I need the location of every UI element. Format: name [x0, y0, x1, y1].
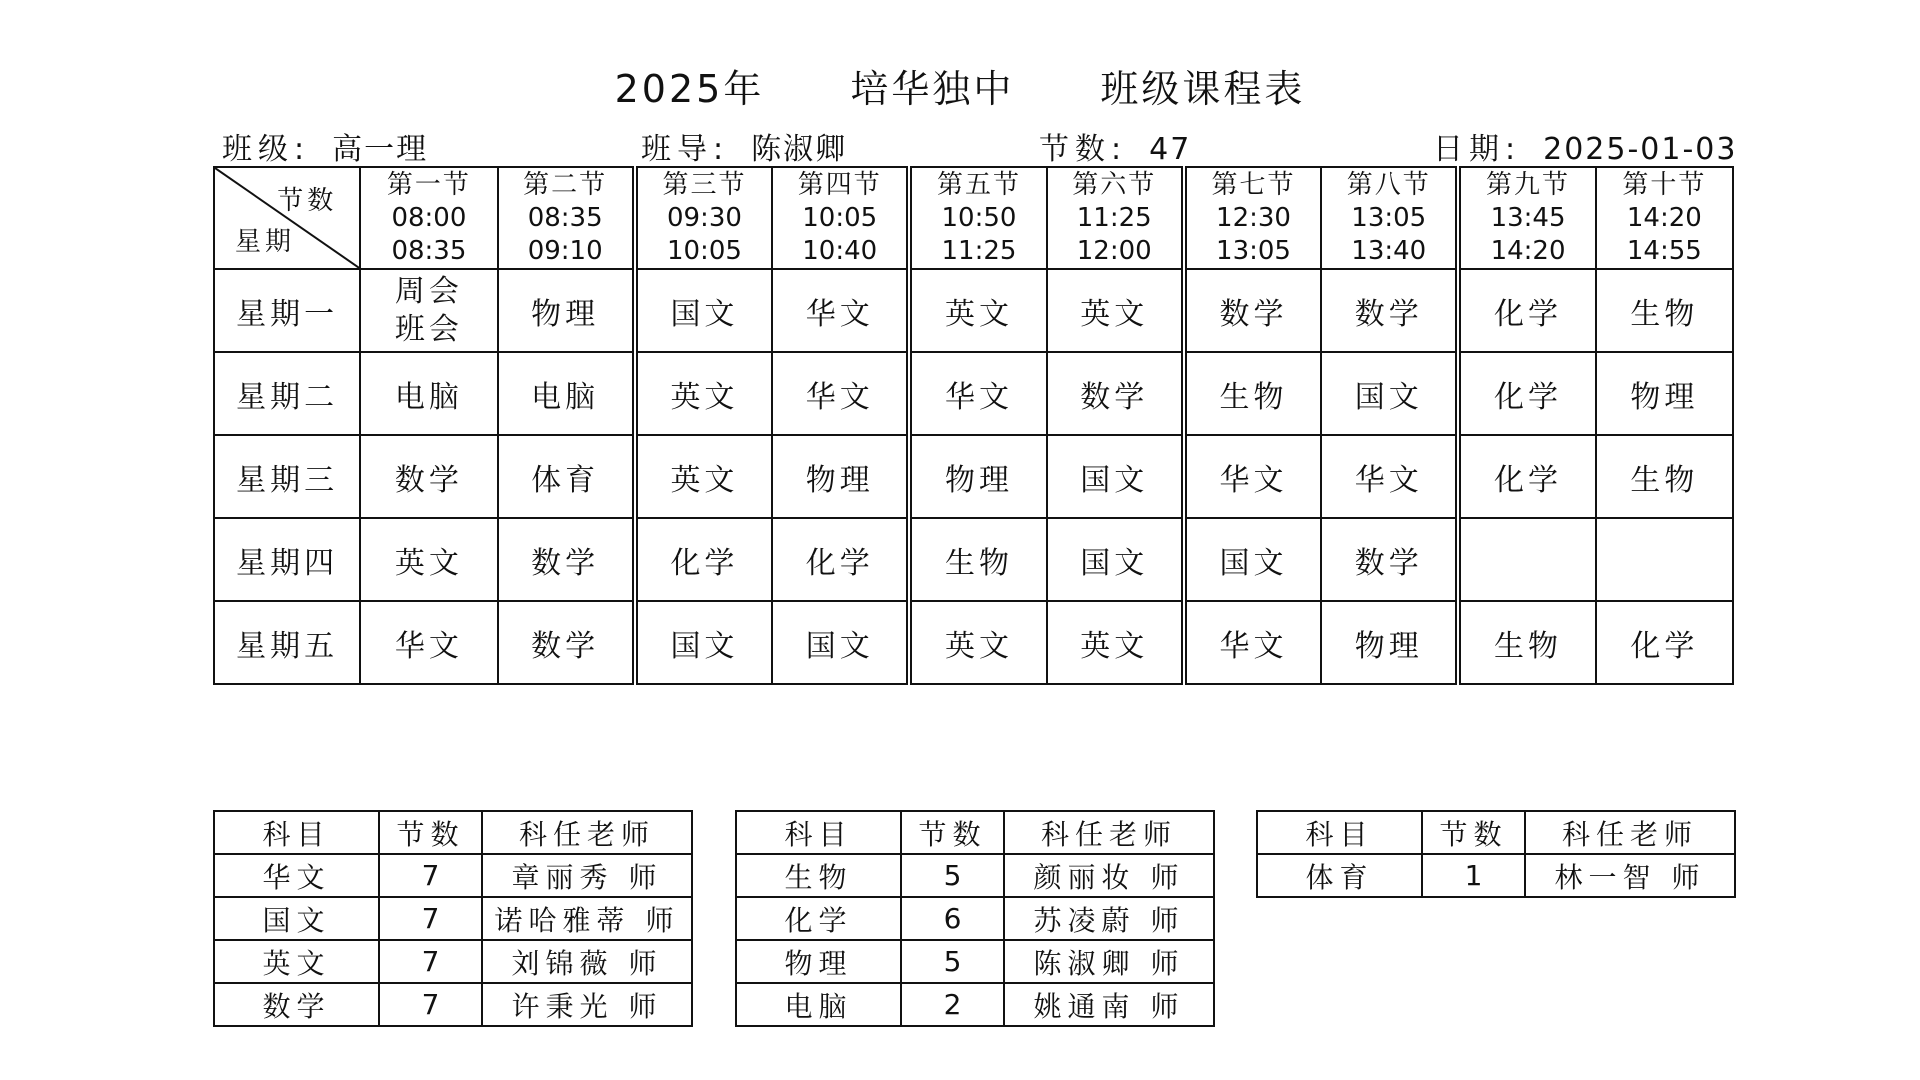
subject-cell: 英文 [909, 269, 1046, 352]
subject-cell: 电脑 [360, 352, 497, 435]
teacher-table-row [736, 854, 1214, 897]
period-start-time: 13:45 [1490, 202, 1566, 233]
subject-cell: 体育 [498, 435, 635, 518]
subject-cell: 物理 [1321, 601, 1458, 684]
subject-cell [1458, 518, 1595, 601]
subject-name: 化学 [736, 897, 901, 940]
schedule-table [213, 166, 1734, 685]
teacher-table-2 [735, 810, 1215, 1027]
period-end-time: 14:55 [1626, 235, 1702, 266]
date-label: 日期: [1433, 132, 1522, 167]
subject-cell: 英文 [635, 435, 772, 518]
day-name-cell: 星期四 [214, 518, 360, 601]
schedule-day-row [214, 435, 1733, 518]
period-name: 第六节 [1072, 169, 1157, 200]
subject-cell: 化学 [1458, 352, 1595, 435]
subject-cell: 生物 [909, 518, 1046, 601]
class-label: 班级: [222, 132, 311, 167]
subject-name: 体育 [1257, 854, 1422, 897]
teacher-table-header: 科任老师 [482, 811, 692, 854]
period-count: 6 [901, 897, 1004, 940]
subject-cell: 数学 [360, 435, 497, 518]
teacher-table-row [736, 940, 1214, 983]
period-name: 第四节 [797, 169, 882, 200]
subject-cell: 数学 [1047, 352, 1184, 435]
teacher-table-1 [213, 810, 693, 1027]
subject-cell [1596, 518, 1733, 601]
period-header-cell [498, 167, 635, 269]
period-header-cell [1596, 167, 1733, 269]
period-start-time: 08:35 [527, 202, 603, 233]
period-end-time: 13:05 [1216, 235, 1291, 266]
subject-cell: 国文 [772, 601, 909, 684]
period-name: 第八节 [1346, 169, 1431, 200]
subject-cell: 英文 [360, 518, 497, 601]
page-title [0, 58, 1920, 113]
period-start-time: 13:05 [1351, 202, 1427, 233]
homeroom-teacher-label: 班导: [641, 132, 730, 167]
teacher-name: 诺哈雅蒂 师 [482, 897, 692, 940]
period-count-label: 节数: [1039, 132, 1128, 167]
period-start-time: 09:30 [666, 202, 742, 233]
subject-name: 物理 [736, 940, 901, 983]
schedule-day-row [214, 352, 1733, 435]
subject-cell: 物理 [772, 435, 909, 518]
period-end-time: 13:40 [1351, 235, 1427, 266]
period-count: 2 [901, 983, 1004, 1026]
period-name: 第十节 [1622, 169, 1707, 200]
teacher-table-header: 节数 [901, 811, 1004, 854]
period-header-cell [1458, 167, 1595, 269]
teacher-table-header: 科目 [736, 811, 901, 854]
subject-cell: 化学 [772, 518, 909, 601]
subject-cell: 生物 [1596, 435, 1733, 518]
subject-cell: 英文 [635, 352, 772, 435]
subject-cell: 英文 [909, 601, 1046, 684]
subject-name: 电脑 [736, 983, 901, 1026]
teacher-table-row [1257, 854, 1735, 897]
subject-name: 数学 [214, 983, 379, 1026]
subject-cell: 电脑 [498, 352, 635, 435]
subject-cell: 化学 [1458, 435, 1595, 518]
teacher-table-header: 科任老师 [1004, 811, 1214, 854]
subject-cell: 物理 [1596, 352, 1733, 435]
period-name: 第二节 [523, 169, 608, 200]
title-year: 2025年 [614, 67, 765, 111]
corner-day-label: 星期 [235, 227, 296, 257]
subject-cell: 物理 [498, 269, 635, 352]
subject-cell: 化学 [1458, 269, 1595, 352]
period-name: 第七节 [1211, 169, 1296, 200]
teacher-table-header-row [736, 811, 1214, 854]
period-header-cell [360, 167, 497, 269]
teacher-name: 苏凌蔚 师 [1004, 897, 1214, 940]
class-value: 高一理 [332, 132, 429, 167]
subject-cell: 华文 [1184, 601, 1321, 684]
period-count: 7 [379, 854, 482, 897]
subject-cell: 华文 [772, 269, 909, 352]
teacher-name: 刘锦薇 师 [482, 940, 692, 983]
teacher-table-header: 科目 [1257, 811, 1422, 854]
subject-cell: 国文 [635, 269, 772, 352]
day-name-cell: 星期五 [214, 601, 360, 684]
teacher-name: 许秉光 师 [482, 983, 692, 1026]
schedule-day-row [214, 518, 1733, 601]
teacher-name: 颜丽妆 师 [1004, 854, 1214, 897]
subject-cell: 数学 [1184, 269, 1321, 352]
day-name-cell: 星期三 [214, 435, 360, 518]
period-count: 5 [901, 940, 1004, 983]
period-start-time: 08:00 [391, 202, 467, 233]
subject-cell: 华文 [909, 352, 1046, 435]
subject-cell: 生物 [1596, 269, 1733, 352]
title-name: 班级课程表 [1100, 67, 1306, 111]
period-start-time: 10:05 [802, 202, 878, 233]
teacher-table-header-row [214, 811, 692, 854]
teacher-table-header-row [1257, 811, 1735, 854]
subject-cell [360, 269, 497, 352]
period-name: 第五节 [936, 169, 1021, 200]
subject-name: 英文 [214, 940, 379, 983]
subject-cell: 数学 [498, 518, 635, 601]
subject-cell: 国文 [1047, 518, 1184, 601]
period-count: 7 [379, 897, 482, 940]
period-count: 1 [1422, 854, 1525, 897]
period-start-time: 10:50 [941, 202, 1017, 233]
subject-cell: 华文 [772, 352, 909, 435]
subject-cell: 数学 [1321, 518, 1458, 601]
period-start-time: 12:30 [1216, 202, 1291, 233]
period-name: 第三节 [662, 169, 747, 200]
teacher-table-row [214, 983, 692, 1026]
period-end-time: 08:35 [391, 235, 467, 266]
period-header-cell [772, 167, 909, 269]
subject-cell: 英文 [1047, 269, 1184, 352]
period-count: 7 [379, 983, 482, 1026]
subject-cell: 国文 [1047, 435, 1184, 518]
period-header-cell [1184, 167, 1321, 269]
period-end-time: 09:10 [527, 235, 603, 266]
teacher-name: 章丽秀 师 [482, 854, 692, 897]
period-end-time: 10:40 [802, 235, 878, 266]
day-name-cell: 星期一 [214, 269, 360, 352]
period-end-time: 10:05 [666, 235, 742, 266]
subject-cell: 华文 [1184, 435, 1321, 518]
subject-cell: 数学 [498, 601, 635, 684]
subject-line: 周会 [394, 273, 463, 309]
subject-cell: 国文 [1184, 518, 1321, 601]
schedule-day-row [214, 269, 1733, 352]
period-start-time: 14:20 [1626, 202, 1702, 233]
period-header-cell [909, 167, 1046, 269]
subject-cell: 国文 [635, 601, 772, 684]
schedule-corner-cell [214, 167, 360, 269]
period-header-cell [1047, 167, 1184, 269]
class-info [222, 124, 429, 167]
teacher-table-header: 节数 [379, 811, 482, 854]
period-end-time: 14:20 [1490, 235, 1566, 266]
teacher-table-row [214, 854, 692, 897]
subject-cell: 化学 [635, 518, 772, 601]
teacher-table-row [214, 897, 692, 940]
homeroom-teacher-info [641, 124, 848, 167]
subject-cell: 化学 [1596, 601, 1733, 684]
subject-cell: 数学 [1321, 269, 1458, 352]
title-school: 培华独中 [850, 67, 1015, 111]
teacher-name: 林一智 师 [1525, 854, 1735, 897]
subject-cell: 生物 [1184, 352, 1321, 435]
teacher-name: 陈淑卿 师 [1004, 940, 1214, 983]
teacher-table-row [736, 897, 1214, 940]
subject-cell: 国文 [1321, 352, 1458, 435]
teacher-table-row [214, 940, 692, 983]
corner-period-label: 节数 [277, 186, 338, 216]
homeroom-teacher-value: 陈淑卿 [751, 132, 848, 167]
subject-cell: 生物 [1458, 601, 1595, 684]
date-value: 2025-01-03 [1543, 132, 1738, 167]
schedule-header-row [214, 167, 1733, 269]
day-name-cell: 星期二 [214, 352, 360, 435]
period-header-cell [1321, 167, 1458, 269]
teacher-table-header: 节数 [1422, 811, 1525, 854]
teacher-name: 姚通南 师 [1004, 983, 1214, 1026]
period-end-time: 11:25 [941, 235, 1017, 266]
period-header-cell [635, 167, 772, 269]
period-count-info [1039, 124, 1192, 167]
period-count: 5 [901, 854, 1004, 897]
period-name: 第一节 [386, 169, 471, 200]
schedule-day-row [214, 601, 1733, 684]
period-start-time: 11:25 [1076, 202, 1152, 233]
subject-name: 国文 [214, 897, 379, 940]
teacher-table-3 [1256, 810, 1736, 898]
subject-name: 生物 [736, 854, 901, 897]
period-name: 第九节 [1486, 169, 1571, 200]
period-end-time: 12:00 [1076, 235, 1152, 266]
subject-cell: 华文 [360, 601, 497, 684]
subject-cell: 华文 [1321, 435, 1458, 518]
subject-name: 华文 [214, 854, 379, 897]
period-count: 7 [379, 940, 482, 983]
subject-cell: 英文 [1047, 601, 1184, 684]
subject-line: 班会 [394, 311, 463, 347]
teacher-table-row [736, 983, 1214, 1026]
teacher-table-header: 科目 [214, 811, 379, 854]
date-info [1433, 124, 1738, 167]
teacher-table-header: 科任老师 [1525, 811, 1735, 854]
period-count-value: 47 [1149, 132, 1192, 167]
subject-cell: 物理 [909, 435, 1046, 518]
